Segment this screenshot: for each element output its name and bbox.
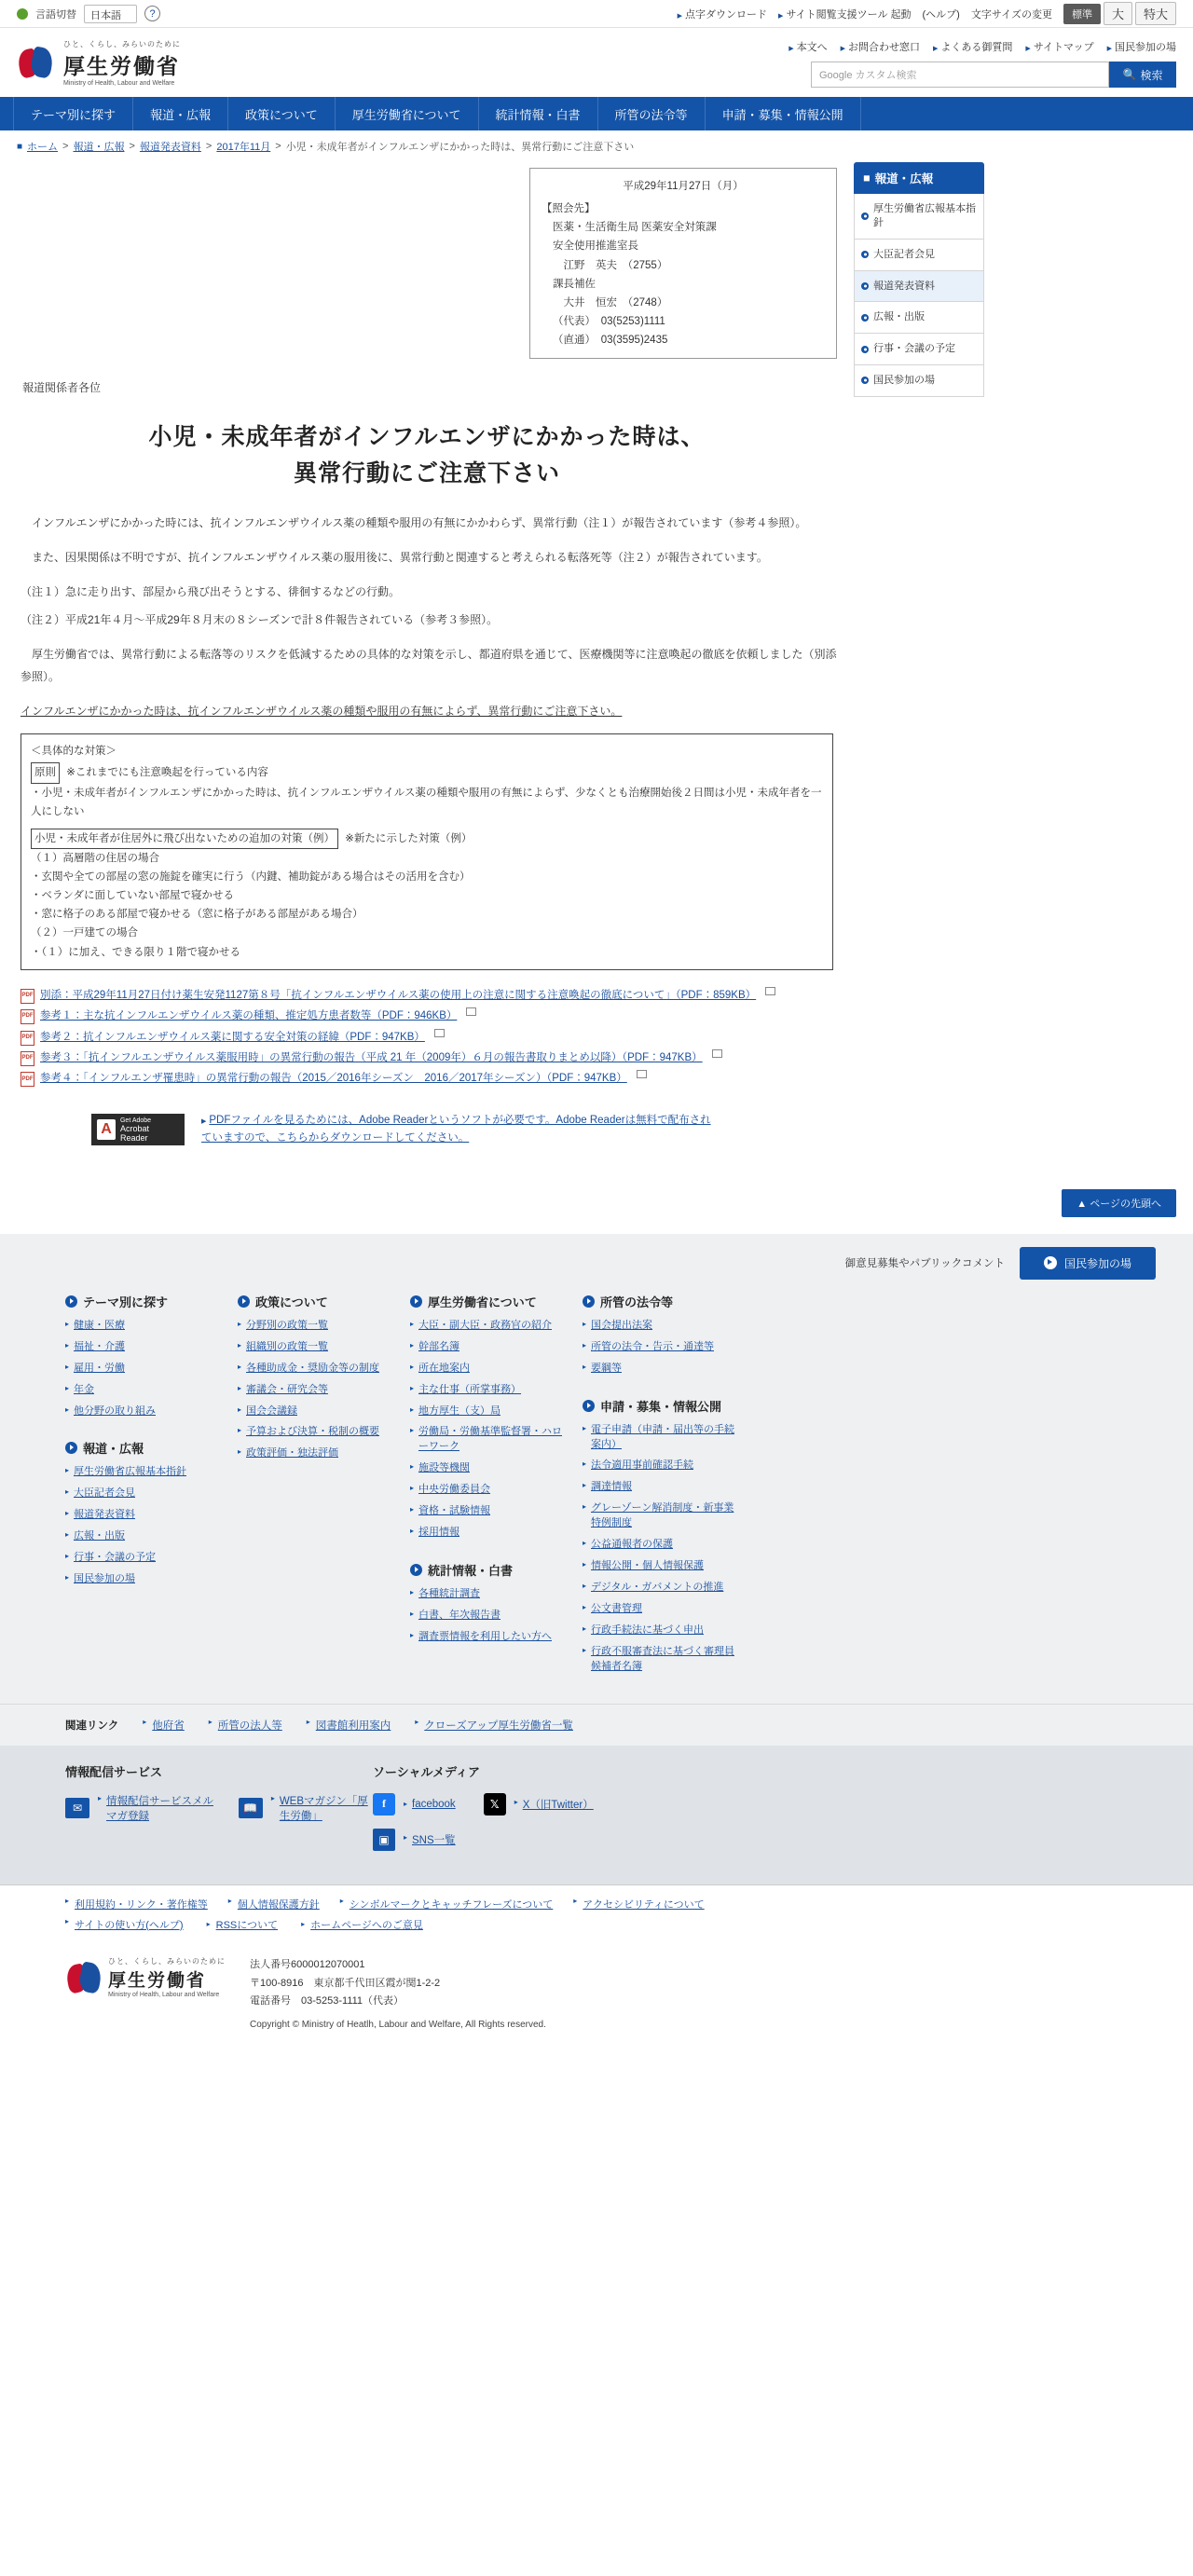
contact-role-2: 課長補佐 [553, 278, 596, 290]
footer-link[interactable]: ▸ 資格・試験情報 [410, 1504, 569, 1519]
postal-address: 〒100-8916 東京都千代田区霞が関1-2-2 [250, 1977, 441, 1989]
article-note-2: （注２）平成21年４月～平成29年８月末の８シーズンで計８件報告されている（参考３参照）。 [21, 612, 499, 626]
measures-item-2-3: ・ベランダに面していない部屋で寝かせる [31, 890, 235, 902]
book-icon: 📖 [239, 1798, 263, 1818]
distribution-column [65, 1762, 373, 1864]
release-date: 平成29年11月27日（月） [623, 181, 744, 192]
new-window-icon [637, 1070, 647, 1078]
social-title: ソーシャルメディア [373, 1764, 481, 1779]
footer-link[interactable]: ▸ 法令適用事前確認手続 [583, 1459, 742, 1473]
home-icon: ■ [17, 141, 23, 152]
footer-link[interactable]: ▸ 主な仕事（所掌事務） [410, 1383, 569, 1398]
pdf-icon: PDF [21, 1009, 34, 1024]
sns-list-link[interactable]: SNS一覧 [412, 1834, 456, 1846]
header-link-faq[interactable]: ▶ よくある御質問 [933, 39, 1012, 54]
sidebar-item-public-participation[interactable] [854, 365, 984, 397]
adobe-reader-notice [91, 1112, 833, 1148]
pdf-link-4[interactable]: 参考３：「抗インフルエンザウイルス薬服用時」の異常行動の報告（平成 21 年（2009年）６月の報告書取りまとめ以降）（PDF：947KB） [40, 1051, 703, 1063]
footer-column-about [410, 1293, 583, 1681]
bullet-icon [410, 1564, 422, 1576]
measures-item-2-6: ・（１）に加え、できる限り１階で寝かせる [31, 946, 240, 958]
measures-box [21, 733, 833, 969]
related-link-1[interactable]: ▸ 他府省 [143, 1718, 185, 1733]
footer-link[interactable]: ▸ 施設等機関 [410, 1461, 569, 1476]
page-title-line1: 小児・未成年者がインフルエンザにかかった時は、 [148, 424, 706, 451]
measures-heading: ＜具体的な対策＞ [31, 746, 117, 758]
footer-heading-applications: 申請・募集・情報公開 [583, 1397, 742, 1415]
footer-link[interactable]: ▸ 報道発表資料 [65, 1508, 225, 1523]
article-emphasis-link[interactable]: インフルエンザにかかった時は、抗インフルエンザウイルス薬の種類や服用の有無によらず、異常行動にご注意下さい。 [21, 704, 623, 718]
help-icon[interactable]: ? [144, 6, 160, 21]
measures-label-additional: 小児・未成年者が住居外に飛び出ないための追加の対策（例） [31, 829, 338, 849]
footer-link[interactable]: ▸ 他分野の取り組み [65, 1404, 225, 1419]
search-input[interactable]: Google カスタム検索 [811, 62, 1109, 88]
sidebar-item-pr-policy[interactable] [854, 194, 984, 240]
logo-name: 厚生労働省 [63, 54, 180, 78]
nav-item-themes[interactable]: テーマ別に探す [13, 97, 133, 130]
mail-icon: ✉ [65, 1798, 89, 1818]
pdf-icon: PDF [21, 1072, 34, 1087]
footer-link[interactable]: ▸ 大臣記者会見 [65, 1487, 225, 1501]
breadcrumb-2017-11[interactable]: 2017年11月 [216, 142, 271, 153]
related-links-label: 関連リンク [65, 1720, 119, 1732]
pdf-icon: PDF [21, 989, 34, 1004]
main-content [17, 162, 837, 1176]
public-participation-button-label: 国民参加の場 [1063, 1256, 1131, 1270]
legal-link-rss[interactable]: ▸ RSSについて [207, 1920, 278, 1931]
bullet-icon [583, 1295, 595, 1308]
new-window-icon [466, 1007, 476, 1016]
footer-link[interactable]: ▸ 幹部名簿 [410, 1340, 569, 1355]
pdf-link-3[interactable]: 参考２：抗インフルエンザウイルス薬に関する安全対策の経緯（PDF：947KB） [40, 1031, 425, 1043]
sidebar-item-label: 大臣記者会見 [873, 248, 935, 260]
nav-item-laws[interactable]: 所管の法令等 [598, 97, 706, 130]
pubcom-label: 御意見募集やパブリックコメント [844, 1258, 1005, 1270]
breadcrumb-press-releases[interactable]: 報道発表資料 [139, 142, 201, 153]
related-link-4[interactable]: ▸ クローズアップ厚生労働省一覧 [415, 1718, 573, 1733]
site-header [0, 28, 1193, 97]
footer-link[interactable]: ▸ 各種統計調査 [410, 1587, 569, 1602]
page-title [17, 419, 837, 492]
utility-bar [0, 0, 1193, 28]
footer-heading-laws: 所管の法令等 [583, 1293, 742, 1310]
related-links-bar [0, 1704, 1193, 1746]
copyright: Copyright © Ministry of Heatlh, Labour and Welfare, All Rights reserved. [250, 2020, 546, 2031]
footer-heading-statistics: 統計情報・白書 [410, 1561, 569, 1579]
sidebar-item-label: 厚生労働省広報基本指針 [873, 203, 976, 228]
ministry-logo-icon [17, 44, 56, 83]
header-link-sitemap[interactable]: ▶ サイトマップ [1025, 39, 1093, 54]
search-button-label: 検索 [1140, 68, 1163, 82]
list-item[interactable] [484, 1793, 594, 1816]
list-item[interactable] [21, 987, 833, 1004]
page-top-button[interactable]: ▲ ページの先頭へ [1062, 1189, 1176, 1217]
article-paragraph-3: 厚生労働省では、異常行動による転落等のリスクを低減するための具体的な対策を示し、都道府県を通じて、医療機関等に注意喚起の徹底を依頼しました（別添参照）。 [21, 648, 837, 683]
footer-heading-policy: 政策について [238, 1293, 397, 1310]
search-button[interactable] [1109, 62, 1176, 88]
sidebar [854, 162, 984, 1176]
contact-tel-direct: （直通） 03(3595)2435 [553, 335, 668, 346]
textsize-xlarge-button[interactable]: 特大 [1135, 2, 1176, 25]
bullet-icon [65, 1295, 77, 1308]
footer-link[interactable]: ▸ 予算および決算・税制の概要 [238, 1425, 397, 1440]
footer-logo-name: 厚生労働省 [108, 1970, 207, 1991]
contact-tel-main: （代表） 03(5253)1111 [553, 315, 665, 327]
footer-heading-press: 報道・広報 [65, 1439, 225, 1457]
footer-link[interactable]: ▸ 行政不服審査法に基づく審理員候補者名簿 [583, 1645, 742, 1675]
sidebar-item-label: 広報・出版 [873, 311, 925, 323]
footer-column-policy [238, 1293, 410, 1681]
measures-item-2-4: ・窓に格子のある部屋で寝かせる（窓に格子がある部屋がある場合） [31, 909, 363, 921]
footer-link[interactable]: ▸ 調査票情報を利用したい方へ [410, 1630, 569, 1645]
breadcrumb: ■ ホーム > 報道・広報 > 報道発表資料 > 2017年11月 > 小児・未成年者がインフルエンザにかかった時は、異常行動にご注意下さい [17, 141, 635, 153]
addressee: 報道関係者各位 [22, 381, 102, 395]
site-support-tool-link[interactable]: ▶ サイト閲覧支援ツール 起動 [778, 7, 911, 21]
related-link-3[interactable]: ▸ 図書館利用案内 [307, 1718, 391, 1733]
contact-box [529, 168, 837, 359]
article-paragraph-1: インフルエンザにかかった時には、抗インフルエンザウイルス薬の種類や服用の有無にかかわらず、異常行動（注１）が報告されています（参考４参照）。 [32, 515, 807, 529]
footer-link[interactable]: ▸ 政策評価・独法評価 [238, 1446, 397, 1461]
measures-label-principle: 原則 [31, 762, 60, 783]
footer-link[interactable]: ▸ 厚生労働省広報基本指針 [65, 1465, 225, 1480]
x-twitter-link[interactable]: X（旧Twitter） [522, 1799, 594, 1811]
list-item[interactable] [65, 1793, 214, 1823]
list-item[interactable] [21, 1070, 833, 1087]
list-item[interactable] [21, 1007, 833, 1024]
footer-link[interactable]: ▸ 各種助成金・奨励金等の制度 [238, 1362, 397, 1377]
bullet-icon [65, 1442, 77, 1454]
footer-logo[interactable] [65, 1956, 226, 1998]
contact-heading: 【照会先】 [542, 203, 596, 215]
legal-link-feedback[interactable]: ▸ ホームページへのご意見 [301, 1920, 423, 1931]
webmagazine-link[interactable]: WEBマガジン「厚生労働」 [279, 1795, 368, 1822]
related-link-2[interactable]: ▸ 所管の法人等 [209, 1718, 282, 1733]
footer-link[interactable]: ▸ 所管の法令・告示・通達等 [583, 1340, 742, 1355]
logo-kana: ひと、くらし、みらいのために [63, 40, 181, 48]
nav-item-statistics[interactable]: 統計情報・白書 [479, 97, 598, 130]
language-select[interactable]: 日本語 [84, 5, 137, 23]
distribution-title: 情報配信サービス [65, 1764, 163, 1779]
sidebar-title [854, 162, 984, 194]
social-column [373, 1762, 652, 1864]
arrow-circle-icon [1044, 1256, 1057, 1269]
textsize-large-button[interactable]: 大 [1104, 2, 1132, 25]
footer-link[interactable]: ▸ 白書、年次報告書 [410, 1609, 569, 1624]
footer-link[interactable]: ▸ 要綱等 [583, 1362, 742, 1377]
adobe-badge-main: Acrobat Reader [119, 1123, 150, 1143]
adobe-text-line1[interactable]: PDFファイルを見るためには、Adobe Readerというソフトが必要です。Adobe Readerは無料で配布され [209, 1114, 711, 1126]
pdf-link-1[interactable]: 別添：平成29年11月27日付け薬生安発1127第８号「抗インフルエンザウイルス薬の使用上の注意に関する注意喚起の徹底について」（PDF：859KB） [40, 989, 757, 1001]
language-switch-label: 言語切替 [35, 8, 76, 21]
list-item[interactable] [373, 1829, 652, 1851]
footer-link[interactable]: ▸ 福祉・介護 [65, 1340, 225, 1355]
legal-links [0, 1884, 1193, 1943]
bullet-icon [410, 1295, 422, 1308]
footer-identity [0, 1943, 1193, 2058]
contact-office: 安全使用推進室長 [553, 240, 638, 253]
pdf-icon: PDF [21, 1031, 34, 1046]
footer-link[interactable]: ▸ 中央労働委員会 [410, 1483, 569, 1498]
distribution-section [0, 1746, 1193, 1884]
facebook-icon: f [373, 1793, 395, 1816]
bullet-icon [583, 1400, 595, 1412]
measures-item-2-2: ・玄関や全ての部屋の窓の施錠を確実に行う（内鍵、補助錠がある場合はその活用を含む） [31, 871, 471, 884]
sidebar-item-press-conference[interactable] [854, 240, 984, 271]
footer-link[interactable]: ▸ 国会提出法案 [583, 1319, 742, 1334]
new-window-icon [765, 987, 775, 995]
footer-link[interactable]: ▸ 審議会・研究会等 [238, 1383, 397, 1398]
measures-label-additional-note: ※新たに示した対策（例） [345, 832, 473, 844]
x-icon: 𝕏 [484, 1793, 506, 1816]
search-icon: 🔍 [1122, 68, 1137, 81]
list-item[interactable] [239, 1793, 373, 1823]
footer-link[interactable]: ▸ 広報・出版 [65, 1529, 225, 1544]
footer-link[interactable]: ▸ 行政手続法に基づく申出 [583, 1624, 742, 1638]
footer-link[interactable]: ▸ 所在地案内 [410, 1362, 569, 1377]
legal-link-help[interactable]: ▸ サイトの使い方(ヘルプ) ▸ RSSについて ▸ ホームページへのご意見 [65, 1917, 1128, 1932]
footer-heading-about: 厚生労働省について [410, 1293, 569, 1310]
footer-link[interactable]: ▸ 行事・会議の予定 [65, 1551, 225, 1566]
footer-link[interactable]: ▸ 分野別の政策一覧 [238, 1319, 397, 1334]
textsize-label: 文字サイズの変更 [970, 8, 1052, 21]
textsize-buttons [1063, 2, 1176, 25]
header-link-contact[interactable]: ▶ お問合わせ窓口 [841, 39, 920, 54]
sidebar-item-publications[interactable] [854, 302, 984, 334]
sidebar-item-label: 行事・会議の予定 [873, 343, 955, 355]
header-link-public-participation[interactable]: ▶ 国民参加の場 [1107, 39, 1176, 54]
footer-link[interactable]: ▸ 労働局・労働基準監督署・ハローワーク [410, 1425, 569, 1455]
pdf-icon: PDF [21, 1051, 34, 1066]
measures-item-2-5: （２）一戸建ての場合 [31, 927, 138, 939]
site-logo[interactable] [17, 39, 181, 87]
contact-bureau: 医薬・生活衛生局 医薬安全対策課 [553, 222, 717, 234]
footer-link[interactable]: ▸ 健康・医療 [65, 1319, 225, 1334]
sidebar-item-label: 国民参加の場 [873, 375, 935, 387]
globe-icon [17, 8, 28, 20]
article-note-1: （注１）急に走り出す、部屋から飛び出そうとする、徘徊するなどの行動。 [21, 585, 401, 599]
pdf-attachment-list [21, 987, 833, 1088]
header-links [785, 39, 1176, 54]
facebook-link[interactable]: facebook [412, 1798, 456, 1810]
mailmagazine-link[interactable]: 情報配信サービスメルマガ登録 [106, 1795, 213, 1822]
footer-logo-english: Ministry of Health, Labour and Welfare [108, 1991, 220, 1998]
legal-link-accessibility[interactable]: ▸ アクセシビリティについて [573, 1897, 704, 1911]
footer-logo-kana: ひと、くらし、みらいのために [108, 1956, 226, 1966]
footer-heading-themes: テーマ別に探す [65, 1293, 225, 1310]
telephone-number: 電話番号 03-5253-1111（代表） [250, 1995, 405, 2007]
footer-link[interactable]: ▸ 雇用・労働 [65, 1362, 225, 1377]
footer-navigation [0, 1234, 1193, 1704]
contact-person-2: 大井 恒宏 （2748） [553, 296, 668, 308]
list-item[interactable] [21, 1049, 833, 1066]
footer-link[interactable]: ▸ 公益通報者の保護 [583, 1538, 742, 1553]
sidebar-item-label: 報道発表資料 [873, 280, 935, 292]
legal-link-symbol[interactable]: ▸ シンボルマークとキャッチフレーズについて [340, 1897, 554, 1911]
global-nav [0, 97, 1193, 130]
footer-link[interactable]: ▸ 国民参加の場 [65, 1572, 225, 1587]
textsize-standard-button[interactable]: 標準 [1063, 4, 1101, 24]
help-link[interactable]: (ヘルプ) [922, 8, 960, 21]
adobe-reader-badge[interactable] [91, 1114, 185, 1145]
adobe-text-line2[interactable]: ていますので、こちらからダウンロードしてください。 [201, 1132, 470, 1144]
article-paragraph-2: また、因果関係は不明ですが、抗インフルエンザウイルス薬の服用後に、異常行動と関連すると考えられる転落死等（注２）が報告されています。 [32, 551, 768, 565]
corporate-number: 法人番号6000012070001 [250, 1958, 365, 1970]
list-item[interactable] [21, 1029, 833, 1046]
measures-item-2-1: （１）高層階の住居の場合 [31, 852, 159, 864]
measures-item-1: ・小児・未成年者がインフルエンザにかかった時は、抗インフルエンザウイルス薬の種類や服用の有無によらず、少なくとも治療開始後２日間は小児・未成年者を一人にしない [31, 787, 822, 817]
nav-item-about[interactable]: 厚生労働省について [336, 97, 479, 130]
logo-english: Ministry of Health, Labour and Welfare [63, 80, 175, 87]
pdf-link-2[interactable]: 参考１：主な抗インフルエンザウイルス薬の種類、推定処方患者数等（PDF：946KB） [40, 1010, 458, 1022]
footer-link[interactable]: ▸ 大臣・副大臣・政務官の紹介 [410, 1319, 569, 1334]
ministry-logo-icon [65, 1959, 101, 1994]
breadcrumb-current: 小児・未成年者がインフルエンザにかかった時は、異常行動にご注意下さい [285, 142, 635, 153]
new-window-icon [434, 1029, 445, 1037]
footer-column-themes [65, 1293, 238, 1681]
nav-item-applications[interactable]: 申請・募集・情報公開 [706, 97, 861, 130]
new-window-icon [712, 1049, 722, 1058]
footer-link[interactable]: ▸ 採用情報 [410, 1526, 569, 1541]
nav-item-press[interactable]: 報道・広報 [133, 97, 228, 130]
footer-link[interactable]: ▸ 情報公開・個人情報保護 [583, 1559, 742, 1574]
adobe-acrobat-icon: A [97, 1119, 116, 1140]
footer-link[interactable]: ▸ 電子申請（申請・届出等の手続案内） [583, 1423, 742, 1453]
sidebar-title-icon: ■ [863, 171, 871, 185]
contact-person-1: 江野 英夫 （2755） [553, 259, 668, 271]
public-participation-button[interactable] [1020, 1247, 1156, 1280]
pdf-link-5[interactable]: 参考４：「インフルエンザ罹患時」の異常行動の報告（2015／2016年シーズン 2016／2017年シーズン）（PDF：947KB） [40, 1073, 627, 1085]
footer-link[interactable]: ▸ デジタル・ガバメントの推進 [583, 1581, 742, 1596]
footer-link[interactable]: ▸ 年金 [65, 1383, 225, 1398]
breadcrumb-press[interactable]: 報道・広報 [73, 142, 125, 153]
breadcrumb-home[interactable]: ホーム [27, 142, 59, 153]
footer-column-laws [583, 1293, 755, 1681]
sidebar-item-events[interactable] [854, 334, 984, 365]
sidebar-title-label: 報道・広報 [874, 172, 934, 185]
nav-item-policy[interactable]: 政策について [228, 97, 336, 130]
sidebar-item-press-releases[interactable] [854, 271, 984, 303]
bullet-icon [238, 1295, 250, 1308]
footer-link[interactable]: ▸ 公文書管理 [583, 1602, 742, 1617]
adobe-badge-top: Get Adobe [119, 1117, 152, 1124]
list-item[interactable] [373, 1793, 456, 1816]
footer-link[interactable]: ▸ 地方厚生（支）局 [410, 1404, 569, 1419]
footer-link[interactable]: ▸ 国会会議録 [238, 1404, 397, 1419]
page-title-line2: 異常行動にご注意下さい [293, 459, 560, 486]
footer-link[interactable]: ▸ 調達情報 [583, 1480, 742, 1495]
legal-link-terms[interactable]: ▸ 利用規約・リンク・著作権等 [65, 1897, 208, 1911]
braille-download-link[interactable]: ▶ 点字ダウンロード [678, 7, 767, 21]
footer-link[interactable]: ▸ グレーゾーン解消制度・新事業特例制度 [583, 1501, 742, 1531]
sns-icon: ▣ [373, 1829, 395, 1851]
footer-link[interactable]: ▸ 組織別の政策一覧 [238, 1340, 397, 1355]
legal-link-privacy[interactable]: ▸ 個人情報保護方針 [228, 1897, 320, 1911]
measures-label-principle-note: ※これまでにも注意喚起を行っている内容 [66, 767, 268, 779]
header-link-main-content[interactable]: ▶ 本文へ [788, 39, 827, 54]
